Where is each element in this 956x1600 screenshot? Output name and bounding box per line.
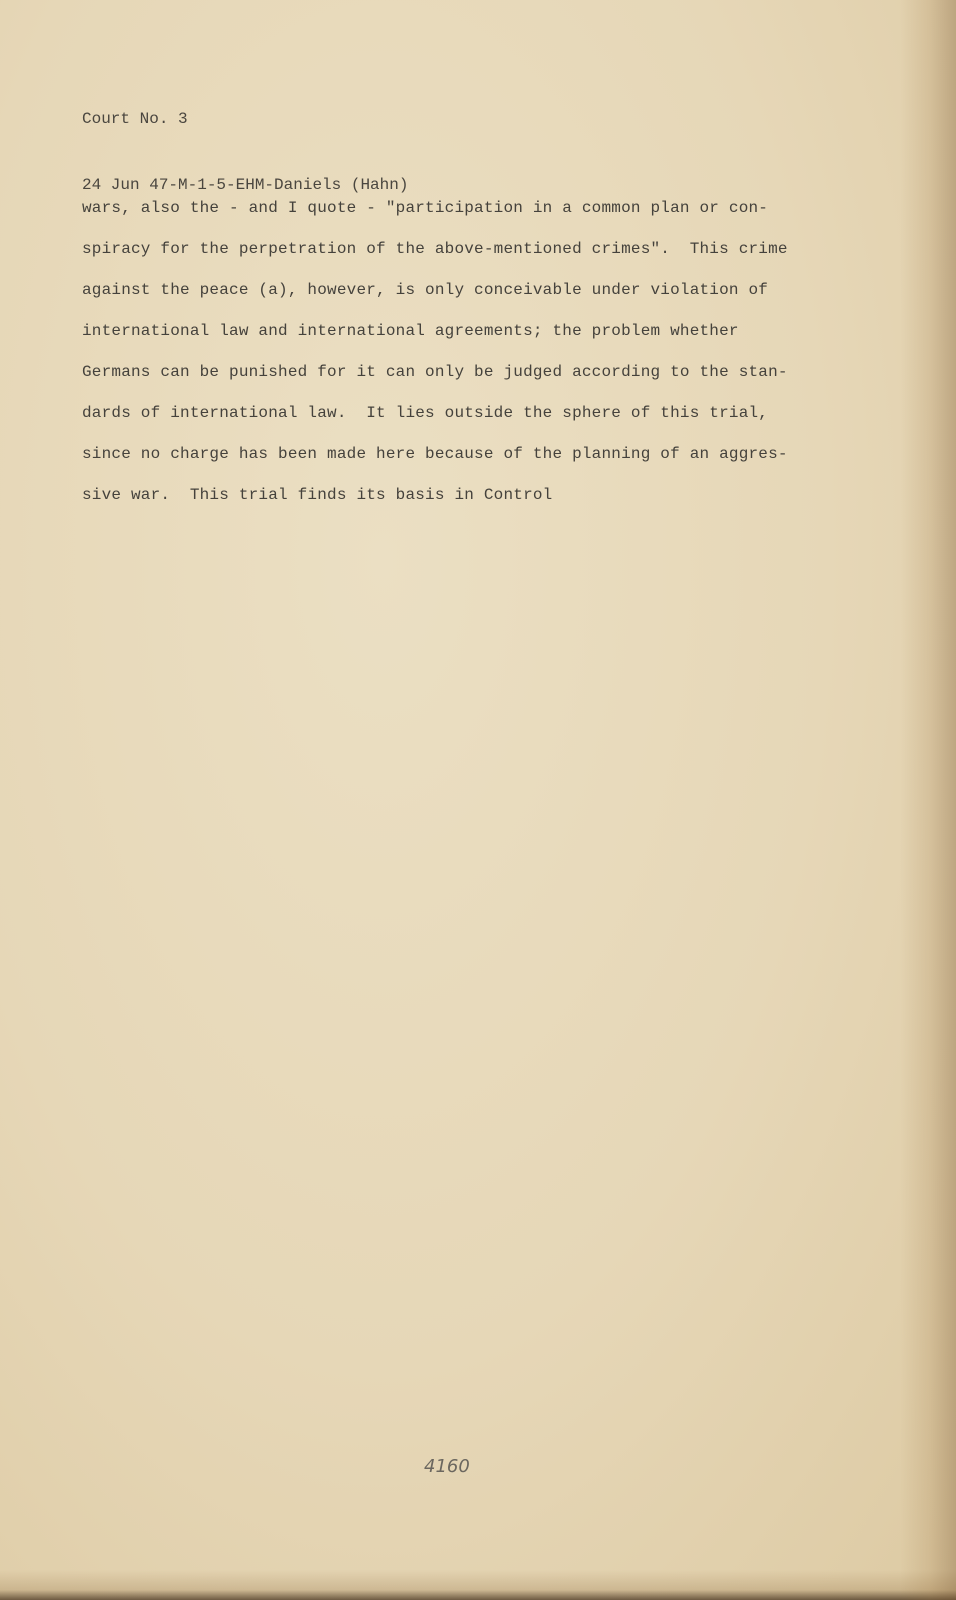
session-reference: 24 Jun 47-M-1-5-EHM-Daniels (Hahn) (82, 176, 409, 194)
transcript-line: wars, also the - and I quote - "participation in a common plan or con- (82, 199, 769, 217)
transcript-body (82, 188, 882, 516)
page-number: 4160 (424, 1456, 470, 1477)
transcript-line: since no charge has been made here because of the planning of an aggres- (82, 445, 788, 463)
transcript-line: sive war. This trial finds its basis in Control (82, 486, 553, 504)
court-number: Court No. 3 (82, 110, 188, 128)
transcript-line: Germans can be punished for it can only be judged according to the stan- (82, 363, 788, 381)
transcript-line: against the peace (a), however, is only conceivable under violation of (82, 281, 769, 299)
transcript-line: spiracy for the perpetration of the above-mentioned crimes". This crime (82, 240, 788, 258)
transcript-line: dards of international law. It lies outside the sphere of this trial, (82, 404, 769, 422)
transcript-line: international law and international agreements; the problem whether (82, 322, 739, 340)
